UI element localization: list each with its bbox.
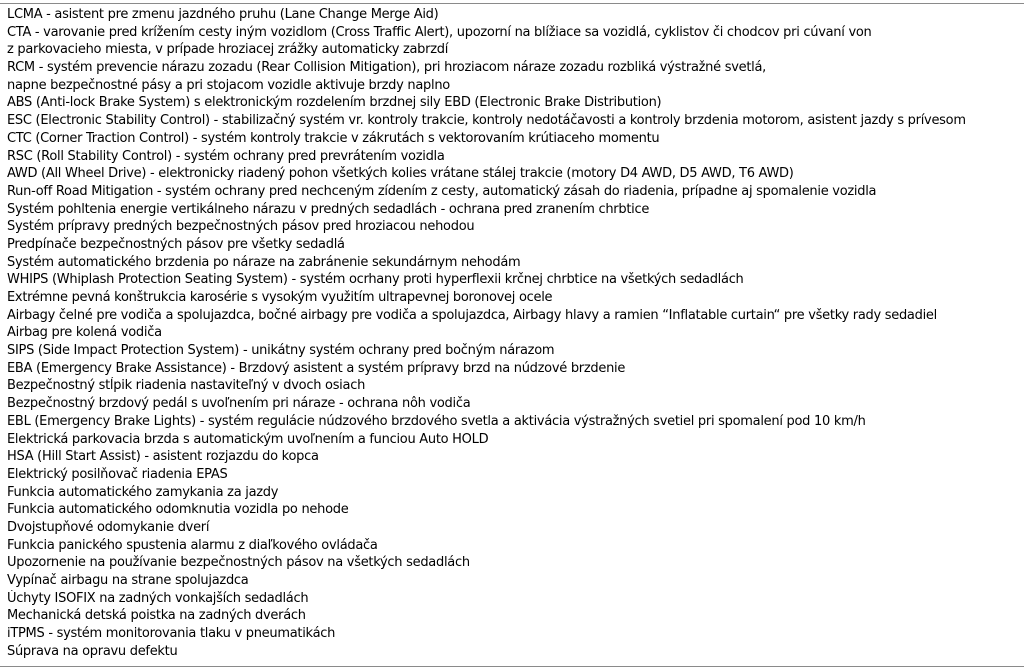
list-item: napne bezpečnostné pásy a pri stojacom vozidle aktivuje brzdy naplno — [7, 77, 450, 93]
list-item: Extrémne pevná konštrukcia karosérie s vysokým využitím ultrapevnej boronovej ocele — [7, 290, 553, 305]
list-item: EBL (Emergency Brake Lights) - systém regulácie núdzového brzdového svetla a aktivácia výstražných svetiel pri spomalení pod 10 km/h — [7, 413, 866, 429]
list-item: EBA (Emergency Brake Assistance) - Brzdový asistent a systém prípravy brzd na núdzové brzdenie — [7, 360, 626, 376]
list-item: Systém automatického brzdenia po náraze na zabránenie sekundárnym nehodám — [7, 254, 521, 270]
list-item: Run-off Road Mitigation - systém ochrany pred nechceným zídením z cesty, automatický zásah do riadenia, prípadne aj spomalenie vozidla — [7, 183, 877, 199]
bottom-divider — [0, 666, 1024, 667]
list-item: Bezpečnostný brzdový pedál s uvoľnením pri náraze - ochrana nôh vodiča — [7, 396, 471, 412]
list-item: ESC (Electronic Stability Control) - stabilizačný systém vr. kontroly trakcie, kontroly nedotáčavosti a kontroly brzdenia motorom, asistent jazdy s prívesom — [7, 113, 966, 129]
list-item: Dvojstupňové odomykanie dverí — [7, 519, 210, 535]
list-item: Úchyty ISOFIX na zadných vonkajších sedadlách — [7, 590, 309, 606]
list-item: Upozornenie na používanie bezpečnostných pásov na všetkých sedadlách — [7, 555, 470, 571]
list-item: HSA (Hill Start Assist) - asistent rozjazdu do kopca — [7, 449, 319, 465]
list-item: Systém pohltenia energie vertikálneho nárazu v predných sedadlách - ochrana pred zranením chrbtice — [7, 201, 650, 217]
list-item: CTA - varovanie pred krížením cesty iným vozidlom (Cross Traffic Alert), upozorní na blížiace sa vozidlá, cyklistov či chodcov pri cúvaní von — [7, 24, 872, 40]
list-item: Vypínač airbagu na strane spolujazdca — [7, 573, 249, 588]
list-item: Elektrický posilňovač riadenia EPAS — [7, 466, 228, 482]
list-item: Súprava na opravu defektu — [7, 643, 178, 659]
list-item: Bezpečnostný stĺpik riadenia nastaviteľný v dvoch osiach — [7, 378, 366, 394]
safety-features-list — [7, 6, 1019, 660]
list-item: RSC (Roll Stability Control) - systém ochrany pred prevrátením vozidla — [7, 148, 445, 164]
list-item: Mechanická detská poistka na zadných dverách — [7, 608, 306, 624]
list-item: z parkovacieho miesta, v prípade hroziacej zrážky automaticky zabrzdí — [7, 42, 449, 58]
list-item: RCM - systém prevencie nárazu zozadu (Rear Collision Mitigation), pri hroziacom náraze zozadu rozbliká výstražné svetlá, — [7, 60, 767, 76]
list-item: AWD (All Wheel Drive) - elektronicky riadený pohon všetkých kolies vrátane stálej trakcie (motory D4 AWD, D5 AWD, T6 AWD) — [7, 166, 794, 182]
list-item: CTC (Corner Traction Control) - systém kontroly trakcie v zákrutách s vektorovaním krútiaceho momentu — [7, 130, 660, 146]
list-item: SIPS (Side Impact Protection System) - unikátny systém ochrany pred bočným nárazom — [7, 343, 555, 359]
list-item: iTPMS - systém monitorovania tlaku v pneumatikách — [7, 626, 336, 642]
list-item: WHIPS (Whiplash Protection Seating System) - systém ocrhany proti hyperflexii krčnej chrbtice na všetkých sedadlách — [7, 272, 744, 288]
list-item: Elektrická parkovacia brzda s automatickým uvoľnením a funciou Auto HOLD — [7, 431, 489, 447]
list-item: Predpínače bezpečnostných pásov pre všetky sedadlá — [7, 236, 345, 252]
list-item: ABS (Anti-lock Brake System) s elektronickým rozdelením brzdnej sily EBD (Electronic Brake Distribution) — [7, 95, 662, 111]
list-item: Funkcia automatického odomknutia vozidla po nehode — [7, 502, 349, 518]
list-item: Funkcia automatického zamykania za jazdy — [7, 484, 279, 500]
top-divider — [0, 3, 1024, 4]
list-item: Funkcia panického spustenia alarmu z diaľkového ovládača — [7, 537, 378, 553]
list-item: Airbag pre kolená vodiča — [7, 325, 162, 341]
list-item: Systém prípravy predných bezpečnostných pásov pred hroziacou nehodou — [7, 219, 475, 235]
list-item: LCMA - asistent pre zmenu jazdného pruhu (Lane Change Merge Aid) — [7, 7, 439, 22]
list-item: Airbagy čelné pre vodiča a spolujazdca, bočné airbagy pre vodiča a spolujazdca, Airbagy hlavy a ramien “Inflatable curtain“ pre všetky rady sedadiel — [7, 307, 937, 323]
